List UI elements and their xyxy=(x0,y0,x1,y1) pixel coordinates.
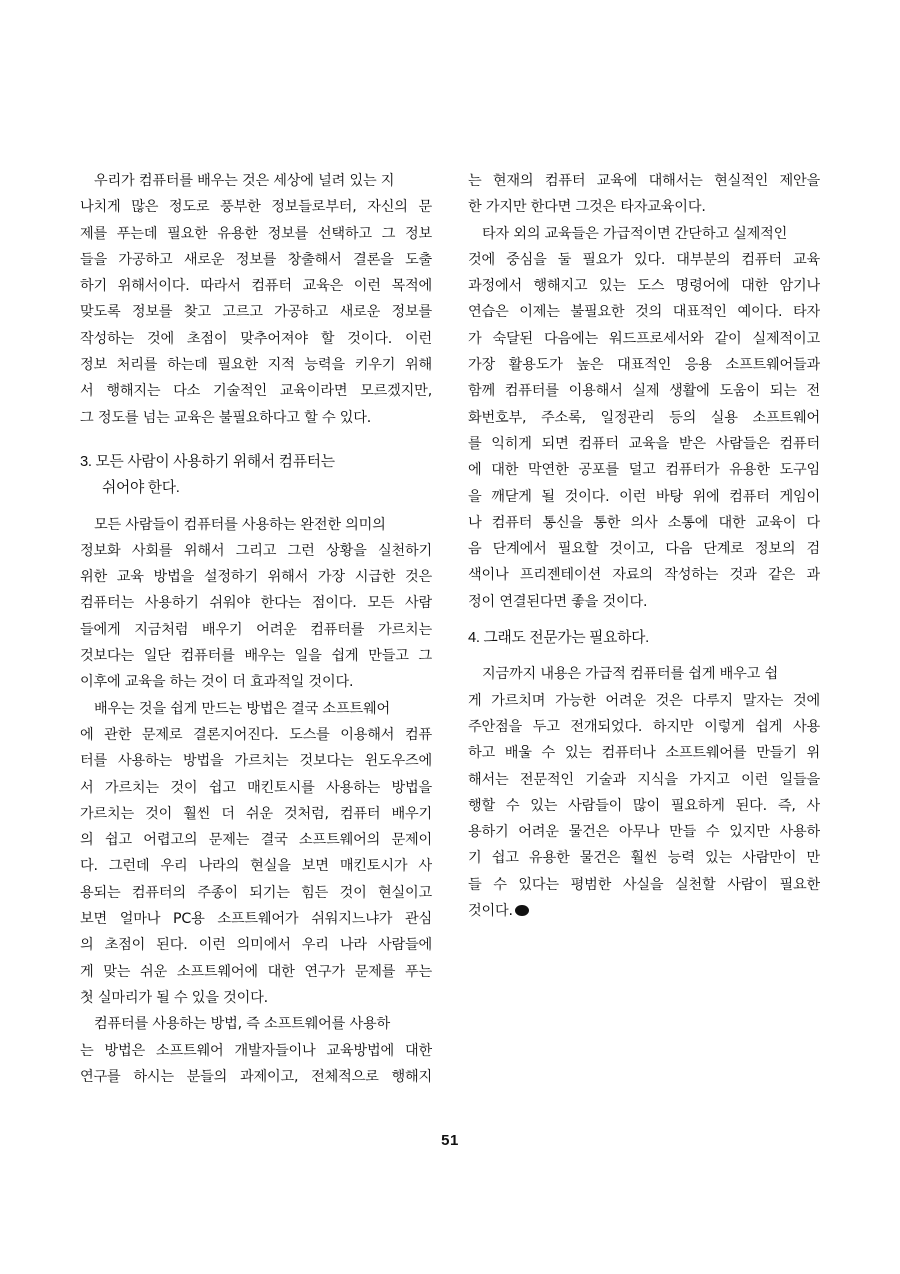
text-line: 화번호부, 주소록, 일정관리 등의 실용 소프트웨어 xyxy=(468,409,820,426)
text-line: 것에 중심을 둘 필요가 있다. 대부분의 컴퓨터 교육 xyxy=(468,251,820,268)
left-paragraph-1 xyxy=(80,168,432,431)
text-line: 우리가 컴퓨터를 배우는 것은 세상에 널려 있는 지 xyxy=(94,173,395,189)
text-line: 용하기 어려운 물건은 아무나 만들 수 있지만 사용하 xyxy=(468,824,820,841)
text-line: 그 정도를 넘는 교육은 불필요하다고 할 수 있다. xyxy=(80,409,372,426)
text-line: 게 맞는 쉬운 소프트웨어에 대한 연구가 문제를 푸는 xyxy=(80,963,432,980)
text-line: 연구를 하시는 분들의 과제이고, 전체적으로 행해지 xyxy=(80,1068,432,1085)
left-column xyxy=(80,168,432,1090)
left-paragraph-4 xyxy=(80,1011,432,1090)
text-line: 의 초점이 된다. 이런 의미에서 우리 나라 사람들에 xyxy=(80,937,432,954)
end-of-article-icon xyxy=(515,905,529,916)
text-line: 색이나 프리젠테이션 자료의 작성하는 것과 같은 과 xyxy=(468,567,820,584)
text-line: 가 숙달된 다음에는 워드프로세서와 같이 실제적이고 xyxy=(468,330,820,347)
text-line: 정이 연결된다면 좋을 것이다. xyxy=(468,593,648,610)
left-paragraph-3 xyxy=(80,696,432,1012)
right-paragraph-2 xyxy=(468,221,820,615)
right-paragraph-1 xyxy=(468,168,820,221)
text-line: 함께 컴퓨터를 이용해서 실제 생활에 도움이 되는 전 xyxy=(468,383,820,400)
text-line: 해서는 전문적인 기술과 지식을 가지고 이런 일들을 xyxy=(468,771,820,788)
text-line: 하고 배울 수 있는 컴퓨터나 소프트웨어를 만들기 위 xyxy=(468,745,820,762)
right-paragraph-3 xyxy=(468,661,820,924)
text-line: 제를 푸는데 필요한 유용한 정보를 선택하고 그 정보 xyxy=(80,225,432,242)
page-number: 51 xyxy=(441,1132,459,1149)
left-paragraph-2 xyxy=(80,512,432,696)
text-line: 들을 가공하고 새로운 정보를 창출해서 결론을 도출 xyxy=(80,251,432,268)
text-line: 를 익히게 되면 컴퓨터 교육을 받은 사람들은 컴퓨터 xyxy=(468,435,820,452)
text-line: 는 현재의 컴퓨터 교육에 대해서는 현실적인 제안을 xyxy=(468,173,820,189)
section-heading-3 xyxy=(80,449,432,502)
text-line: 연습은 이제는 불필요한 것의 대표적인 예이다. 타자 xyxy=(468,304,820,321)
text-line: 가장 활용도가 높은 대표적인 응용 소프트웨어들과 xyxy=(468,357,820,374)
text-line: 과정에서 행해지고 있는 도스 명령어에 대한 암기나 xyxy=(468,278,820,295)
text-line: 모든 사람들이 컴퓨터를 사용하는 완전한 의미의 xyxy=(94,516,386,533)
text-line: 행할 수 있는 사람들이 많이 필요하게 된다. 즉, 사 xyxy=(468,797,820,814)
text-line: 을 깨닫게 될 것이다. 이런 바탕 위에 컴퓨터 게임이 xyxy=(468,488,820,505)
text-line: 작성하는 것에 초점이 맞추어져야 할 것이다. 이런 xyxy=(80,330,432,347)
text-line: 위한 교육 방법을 설정하기 위해서 가장 시급한 것은 xyxy=(80,569,432,586)
text-line: 주안점을 두고 전개되었다. 하지만 이렇게 쉽게 사용 xyxy=(468,718,820,735)
text-line: 보면 얼마나 PC용 소프트웨어가 쉬워지느냐가 관심 xyxy=(80,911,432,928)
text-line: 게 가르치며 가능한 어려운 것은 다루지 말자는 것에 xyxy=(468,692,820,709)
text-line-last-text: 것이다. xyxy=(468,903,513,920)
text-line: 이후에 교육을 하는 것이 더 효과적일 것이다. xyxy=(80,674,354,691)
text-line: 배우는 것을 쉽게 만드는 방법은 결국 소프트웨어 xyxy=(94,700,390,717)
text-line: 서 행해지는 다소 기술적인 교육이라면 모르겠지만, xyxy=(80,383,432,400)
text-line: 터를 사용하는 방법을 가르치는 것보다는 윈도우즈에 xyxy=(80,753,432,770)
text-line: 들에게 지금처럼 배우기 어려운 컴퓨터를 가르치는 xyxy=(80,621,432,638)
section-heading-4: 4. 그래도 전문가는 필요하다. xyxy=(468,630,649,647)
text-line: 것보다는 일단 컴퓨터를 배우는 일을 쉽게 만들고 그 xyxy=(80,648,432,665)
text-line: 지금까지 내용은 가급적 컴퓨터를 쉽게 배우고 쉽 xyxy=(482,666,778,683)
text-line: 정보화 사회를 위해서 그리고 그런 상황을 실천하기 xyxy=(80,542,432,559)
text-line: 음 단계에서 필요할 것이고, 다음 단계로 정보의 검 xyxy=(468,541,820,558)
heading-line: 쉬어야 한다. xyxy=(102,480,180,497)
text-line: 의 쉽고 어렵고의 문제는 결국 소프트웨어의 문제이 xyxy=(80,832,432,849)
text-line: 용되는 컴퓨터의 주종이 되기는 힘든 것이 현실이고 xyxy=(80,884,432,901)
text-line: 하기 위해서이다. 따라서 컴퓨터 교육은 이런 목적에 xyxy=(80,278,432,295)
text-line: 나 컴퓨터 통신을 통한 의사 소통에 대한 교육이 다 xyxy=(468,514,820,531)
text-line: 다. 그런데 우리 나라의 현실을 보면 매킨토시가 사 xyxy=(80,858,432,875)
text-line: 에 관한 문제로 결론지어진다. 도스를 이용해서 컴퓨 xyxy=(80,726,432,743)
text-line: 정보 처리를 하는데 필요한 지적 능력을 키우기 위해 xyxy=(80,357,432,374)
text-line: 들 수 있다는 평범한 사실을 실천할 사람이 필요한 xyxy=(468,876,820,893)
right-column xyxy=(468,168,820,924)
heading-line: 3. 모든 사람이 사용하기 위해서 컴퓨터는 xyxy=(80,453,335,470)
text-line: 한 가지만 한다면 그것은 타자교육이다. xyxy=(468,199,706,216)
text-line: 서 가르치는 것이 쉽고 매킨토시를 사용하는 방법을 xyxy=(80,779,432,796)
text-line: 컴퓨터를 사용하는 방법, 즉 소프트웨어를 사용하 xyxy=(94,1016,390,1033)
text-line-last xyxy=(468,898,820,924)
text-line: 컴퓨터는 사용하기 쉬워야 한다는 점이다. 모든 사람 xyxy=(80,595,432,612)
text-line: 는 방법은 소프트웨어 개발자들이나 교육방법에 대한 xyxy=(80,1042,432,1059)
text-line: 맞도록 정보를 찾고 고르고 가공하고 새로운 정보를 xyxy=(80,304,432,321)
text-line: 기 쉽고 유용한 물건은 훨씬 능력 있는 사람만이 만 xyxy=(468,850,820,867)
text-line: 에 대한 막연한 공포를 덜고 컴퓨터가 유용한 도구임 xyxy=(468,462,820,479)
text-line: 나치게 많은 정도로 풍부한 정보들로부터, 자신의 문 xyxy=(80,199,432,216)
text-line: 타자 외의 교육들은 가급적이면 간단하고 실제적인 xyxy=(482,225,788,242)
text-line: 가르치는 것이 훨씬 더 쉬운 것처럼, 컴퓨터 배우기 xyxy=(80,805,432,822)
text-line: 첫 실마리가 될 수 있을 것이다. xyxy=(80,989,268,1006)
